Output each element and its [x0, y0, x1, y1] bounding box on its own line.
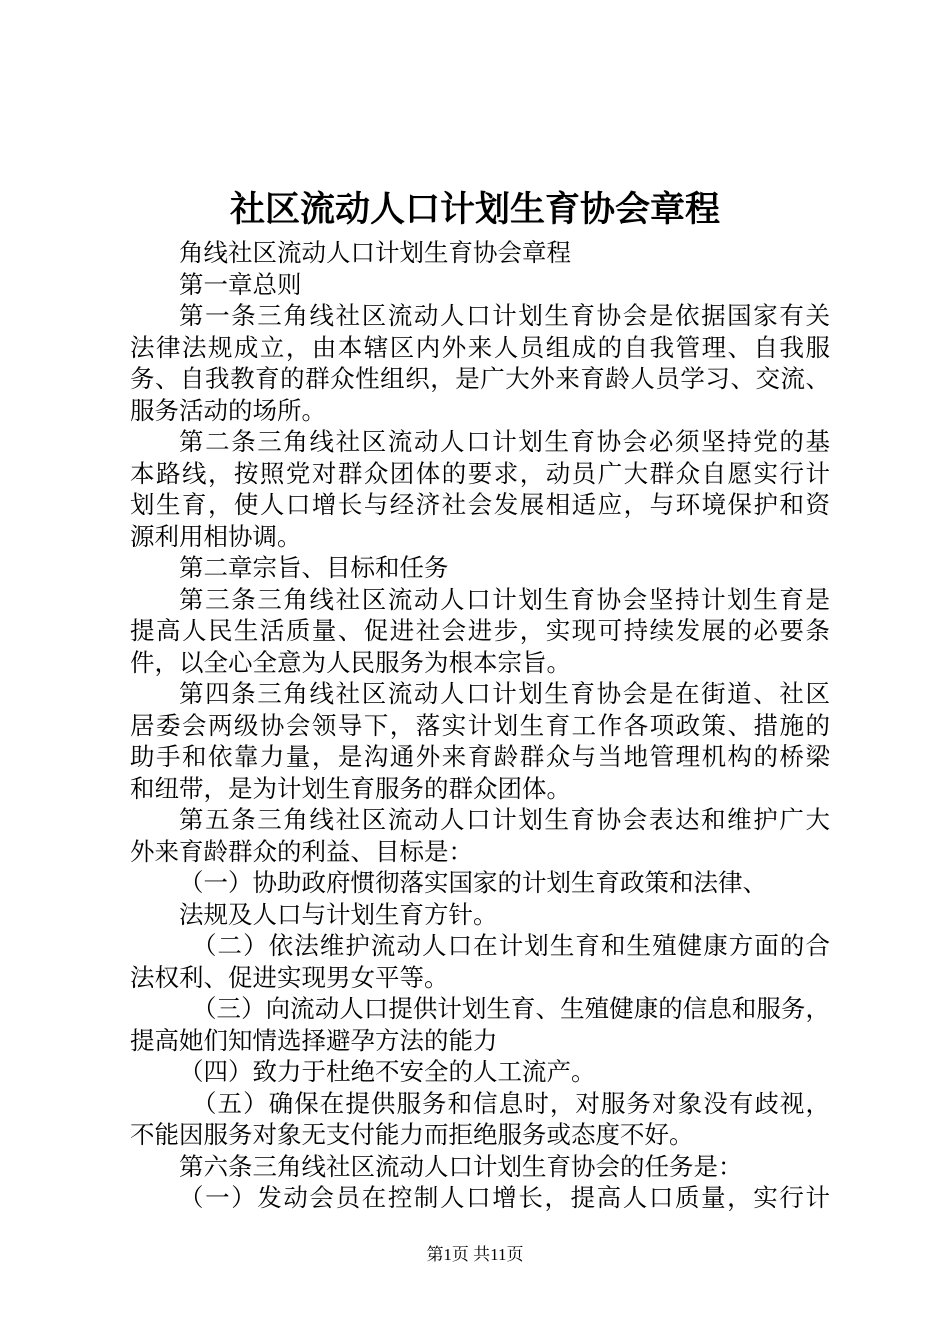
text-line: 第二条三角线社区流动人口计划生育协会必须坚持党的基 [179, 427, 830, 456]
text-line: 不能因服务对象无支付能力而拒绝服务或态度不好。 [130, 1120, 694, 1149]
list-item: （一）协助政府惯彻落实国家的计划生育政策和法律、 [179, 868, 767, 897]
text-line: 第五条三角线社区流动人口计划生育协会表达和维护广大 [179, 805, 830, 834]
text-line: 角线社区流动人口计划生育协会章程 [179, 238, 571, 267]
list-item: （四）致力于杜绝不安全的人工流产。 [179, 1057, 596, 1086]
text-line: 提高人民生活质量、促进社会进步，实现可持续发展的必要条 [130, 616, 830, 645]
text-line: 本路线，按照党对群众团体的要求，动员广大群众自愿实行计 [130, 458, 830, 488]
text-line: 第六条三角线社区流动人口计划生育协会的任务是： [179, 1151, 743, 1181]
chapter-heading: 第二章宗旨、目标和任务 [179, 553, 449, 582]
text-line: 划生育，使人口增长与经济社会发展相适应，与环境保护和资 [130, 490, 830, 519]
list-item: （二）依法维护流动人口在计划生育和生殖健康方面的合 [192, 931, 830, 960]
text-line: 源利用相协调。 [130, 521, 302, 551]
text-line: 提高她们知情选择避孕方法的能力 [130, 1025, 498, 1055]
text-line: 外来育龄群众的利益、目标是： [130, 836, 473, 866]
text-line: 服务活动的场所。 [130, 395, 326, 425]
page-number: 第1页 共11页 [426, 1245, 524, 1264]
text-line: 助手和依靠力量，是沟通外来育龄群众与当地管理机构的桥梁 [130, 742, 830, 771]
text-line: 件，以全心全意为人民服务为根本宗旨。 [130, 647, 571, 677]
text-line: 第一条三角线社区流动人口计划生育协会是依据国家有关 [179, 301, 830, 330]
text-line: 第四条三角线社区流动人口计划生育协会是在街道、社区 [179, 679, 830, 708]
chapter-heading: 第一章总则 [179, 269, 302, 299]
text-line: 居委会两级协会领导下，落实计划生育工作各项政策、措施的 [130, 710, 830, 740]
list-item: （五）确保在提供服务和信息时，对服务对象没有歧视， [192, 1088, 830, 1118]
text-line: 法规及人口与计划生育方针。 [179, 899, 498, 929]
text-line: 务、自我教育的群众性组织，是广大外来育龄人员学习、交流、 [130, 364, 830, 393]
document-title: 社区流动人口计划生育协会章程 [229, 189, 720, 230]
text-line: 法权利、促进实现男女平等。 [130, 962, 449, 992]
text-line: 法律法规成立，由本辖区内外来人员组成的自我管理、自我服 [130, 332, 830, 362]
list-item: （一）发动会员在控制人口增长，提高人口质量，实行计 [179, 1183, 830, 1212]
text-line: 和纽带，是为计划生育服务的群众团体。 [130, 773, 571, 803]
text-line: 第三条三角线社区流动人口计划生育协会坚持计划生育是 [179, 584, 830, 614]
list-item: （三）向流动人口提供计划生育、生殖健康的信息和服务， [192, 994, 830, 1023]
document-body [130, 237, 830, 1214]
